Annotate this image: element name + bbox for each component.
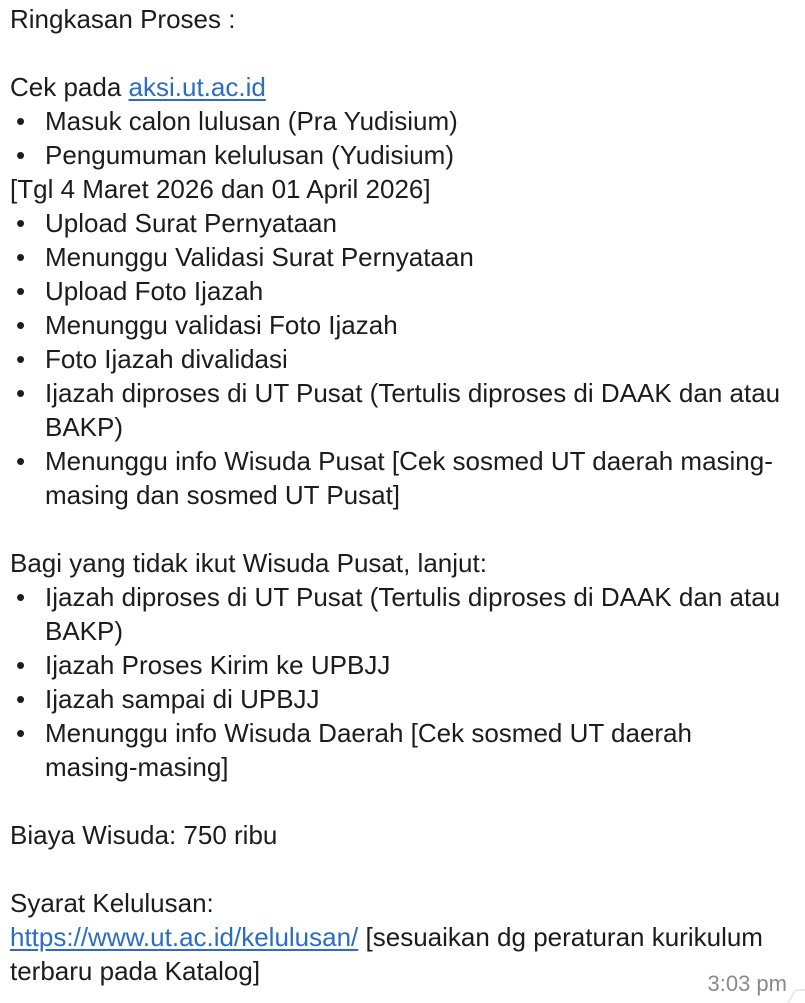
pre-yudisium-list (10, 104, 785, 172)
list-item: • Ijazah Proses Kirim ke UPBJJ (16, 650, 391, 680)
spacer (10, 852, 785, 886)
list-item: • Ijazah diproses di UT Pusat (Tertulis diproses di DAAK dan atau BAKP) (16, 378, 781, 442)
list-item: • Menunggu validasi Foto Ijazah (16, 310, 398, 340)
list-item: • Ijazah sampai di UPBJJ (16, 684, 320, 714)
aksi-link[interactable]: aksi.ut.ac.id (128, 72, 266, 102)
list-item: • Foto Ijazah divalidasi (16, 344, 288, 374)
regional-list (10, 580, 785, 784)
bullet-icon: • (16, 650, 26, 680)
bullet-icon: • (16, 718, 26, 748)
requirements-line (10, 920, 785, 988)
regional-intro: Bagi yang tidak ikut Wisuda Pusat, lanjut: (10, 548, 487, 578)
list-item: • Masuk calon lulusan (Pra Yudisium) (16, 106, 458, 136)
bullet-icon: • (16, 684, 26, 714)
bullet-icon: • (16, 582, 26, 612)
date-note: [Tgl 4 Maret 2026 dan 01 April 2026] (10, 174, 431, 204)
bullet-icon: • (16, 242, 26, 272)
check-prefix: Cek pada (10, 72, 129, 102)
bullet-icon: • (16, 378, 26, 408)
bullet-icon: • (16, 446, 26, 476)
list-item: • Upload Foto Ijazah (16, 276, 264, 306)
list-item: • Menunggu info Wisuda Daerah [Cek sosmed UT daerah masing-masing] (16, 718, 692, 782)
bullet-icon: • (16, 140, 26, 170)
message-title: Ringkasan Proses : (10, 4, 236, 34)
list-item: • Pengumuman kelulusan (Yudisium) (16, 140, 454, 170)
list-item: • Menunggu info Wisuda Pusat [Cek sosmed UT daerah masing-masing dan sosmed UT Pusat] (16, 446, 773, 510)
spacer (10, 784, 785, 818)
bullet-icon: • (16, 208, 26, 238)
kelulusan-link[interactable]: https://www.ut.ac.id/kelulusan/ (10, 922, 359, 952)
spacer (10, 512, 785, 546)
requirements-title: Syarat Kelulusan: (10, 888, 214, 918)
spacer (10, 36, 785, 70)
list-item: • Ijazah diproses di UT Pusat (Tertulis diproses di DAAK dan atau BAKP) (16, 582, 781, 646)
list-item: • Upload Surat Pernyataan (16, 208, 337, 238)
process-list (10, 206, 785, 512)
bullet-icon: • (16, 106, 26, 136)
bullet-icon: • (16, 276, 26, 306)
message-timestamp: 3:03 pm (707, 971, 787, 996)
check-line (10, 70, 785, 104)
bubble-corner-icon (787, 989, 805, 1003)
bullet-icon: • (16, 310, 26, 340)
list-item: • Menunggu Validasi Surat Pernyataan (16, 242, 474, 272)
cost-line: Biaya Wisuda: 750 ribu (10, 820, 278, 850)
requirements-note: [sesuaikan dg peraturan kurikulum terbaru pada Katalog] (10, 922, 763, 986)
bullet-icon: • (16, 344, 26, 374)
